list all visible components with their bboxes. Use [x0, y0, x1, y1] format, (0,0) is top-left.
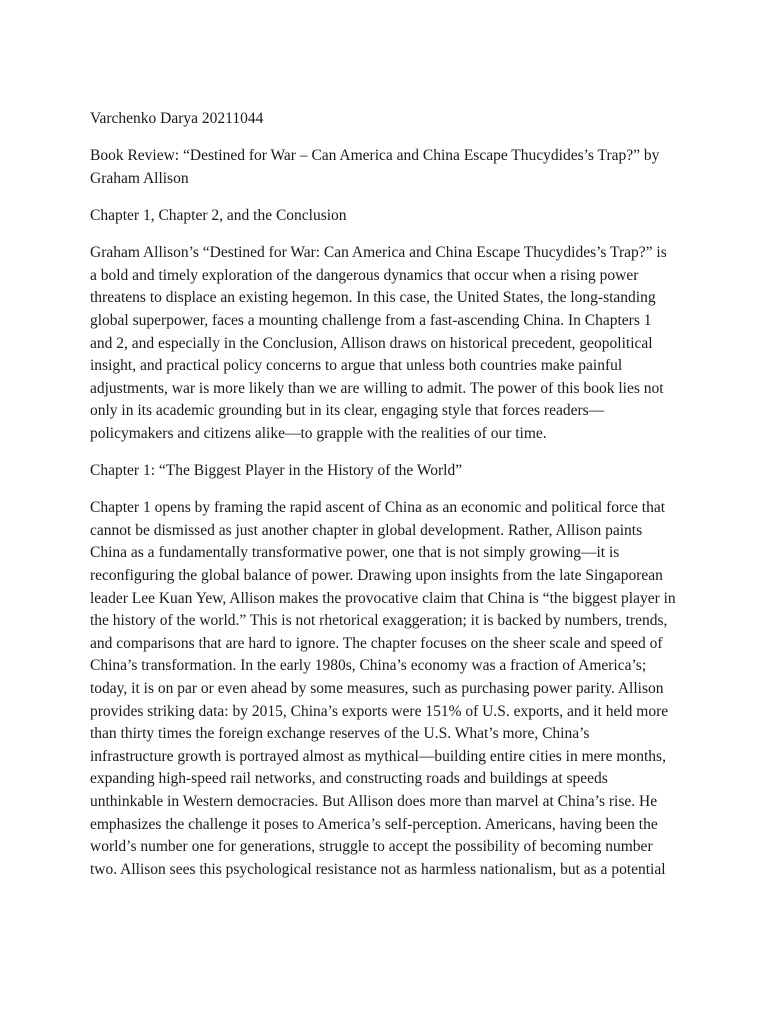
chapters-line: Chapter 1, Chapter 2, and the Conclusion — [90, 206, 347, 224]
author-line: Varchenko Darya 20211044 — [90, 110, 264, 127]
review-title: Book Review: “Destined for War – Can America and China Escape Thucydides’s Trap?” by Graham Allison — [90, 147, 660, 187]
intro-paragraph: Graham Allison’s “Destined for War: Can America and China Escape Thucydides’s Trap?” is a bold and timely exploration of the dangerous dynamics that occur when a rising power threatens to displace an existing hegemon. In this case, the United States, the long-standing global superpower, faces a mounting challenge from a fast-ascending China. In Chapters 1 and 2, and especially in the Conclusion, Allison draws on historical precedent, geopolitical insight, and practical policy concerns to argue that unless both countries make painful adjustments, war is more likely than we are willing to admit. The power of this book lies not only in its academic grounding but in its clear, engaging style that forces readers—policymakers and citizens alike—to grapple with the realities of our time. — [90, 244, 667, 442]
chapter1-paragraph: Chapter 1 opens by framing the rapid ascent of China as an economic and political force that cannot be dismissed as just another chapter in global development. Rather, Allison paints China as a fundamentally transformative power, one that is not simply growing—it is reconfiguring the global balance of power. Drawing upon insights from the late Singaporean leader Lee Kuan Yew, Allison makes the provocative claim that China is “the biggest player in the history of the world.” This is not rhetorical exaggeration; it is backed by numbers, trends, and comparisons that are hard to ignore. The chapter focuses on the sheer scale and speed of China’s transformation. In the early 1980s, China’s economy was a fraction of America’s; today, it is on par or even ahead by some measures, such as purchasing power parity. Allison provides striking data: by 2015, China’s exports were 151% of U.S. exports, and it held more than thirty times the foreign exchange reserves of the U.S. What’s more, China’s infrastructure growth is portrayed almost as mythical—building entire cities in mere months, expanding high-speed rail networks, and constructing roads and buildings at speeds unthinkable in Western democracies. But Allison does more than marvel at China’s rise. He emphasizes the challenge it poses to America’s self-perception. Americans, having been the world’s number one for generations, struggle to accept the possibility of becoming number two. Allison sees this psychological resistance not as harmless nationalism, but as a potential — [90, 499, 676, 878]
document-body — [90, 108, 676, 896]
chapter1-heading: Chapter 1: “The Biggest Player in the History of the World” — [90, 462, 463, 480]
